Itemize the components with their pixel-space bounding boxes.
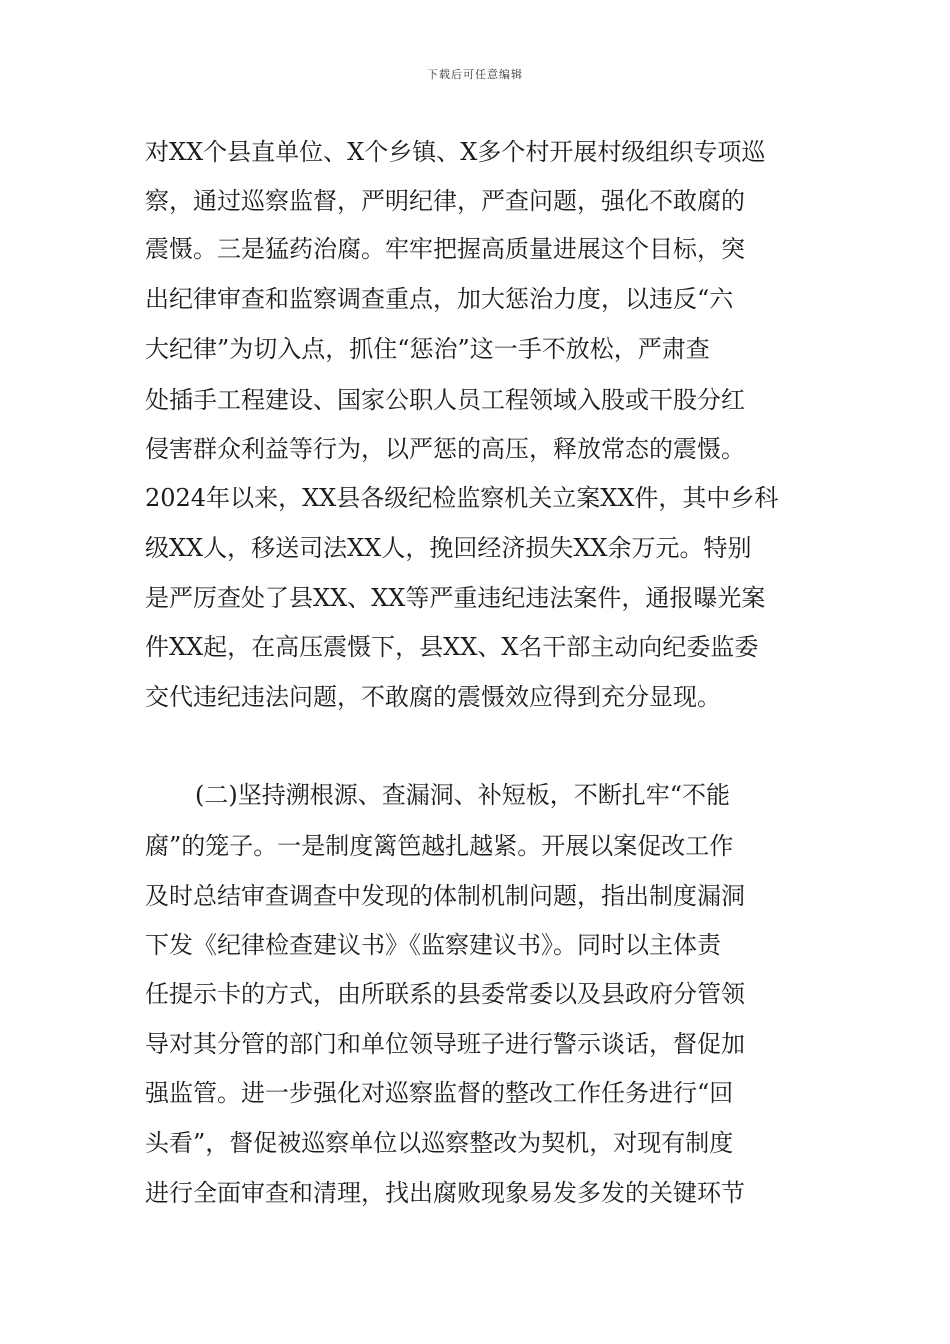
text-line: 出纪律审查和监察调查重点，加大惩治力度，以违反“六 xyxy=(145,285,734,313)
text-line: 2024年以来，XX县各级纪检监察机关立案XX件，其中乡科 xyxy=(145,484,779,512)
text-line: 强监管。进一步强化对巡察监督的整改工作任务进行“回 xyxy=(145,1079,734,1107)
text-line: 处插手工程建设、国家公职人员工程领域入股或干股分红 xyxy=(145,386,745,414)
text-line: 导对其分管的部门和单位领导班子进行警示谈话，督促加 xyxy=(145,1030,745,1058)
text-line: 是严厉查处了县XX、XX等严重违纪违法案件，通报曝光案 xyxy=(145,584,766,612)
text-line: (二)坚持溯根源、查漏洞、补短板，不断扎牢“不能 xyxy=(195,781,730,809)
text-line: 震慑。三是猛药治腐。牢牢把握高质量进展这个目标，突 xyxy=(145,235,745,263)
text-line: 交代违纪违法问题，不敢腐的震慑效应得到充分显现。 xyxy=(145,683,721,711)
text-line: 级XX人，移送司法XX人，挽回经济损失XX余万元。特别 xyxy=(145,534,752,562)
text-line: 头看”，督促被巡察单位以巡察整改为契机，对现有制度 xyxy=(145,1129,734,1157)
page-header: 下载后可任意编辑 xyxy=(427,68,523,81)
text-line: 侵害群众利益等行为，以严惩的高压，释放常态的震慑。 xyxy=(145,435,745,463)
text-line: 任提示卡的方式，由所联系的县委常委以及县政府分管领 xyxy=(145,980,745,1008)
text-line: 件XX起，在高压震慑下，县XX、X名干部主动向纪委监委 xyxy=(145,633,759,661)
text-line: 下发《纪律检查建议书》《监察建议书》。同时以主体责 xyxy=(145,931,721,959)
text-line: 察，通过巡察监督，严明纪律，严查问题，强化不敢腐的 xyxy=(145,187,745,215)
text-line: 进行全面审查和清理，找出腐败现象易发多发的关键环节 xyxy=(145,1179,745,1207)
text-line: 腐”的笼子。一是制度篱笆越扎越紧。开展以案促改工作 xyxy=(145,832,734,860)
text-line: 对XX个县直单位、X个乡镇、X多个村开展村级组织专项巡 xyxy=(145,138,766,166)
text-line: 及时总结审查调查中发现的体制机制问题，指出制度漏洞 xyxy=(145,882,745,910)
text-line: 大纪律”为切入点，抓住“惩治”这一手不放松，严肃查 xyxy=(145,335,710,363)
